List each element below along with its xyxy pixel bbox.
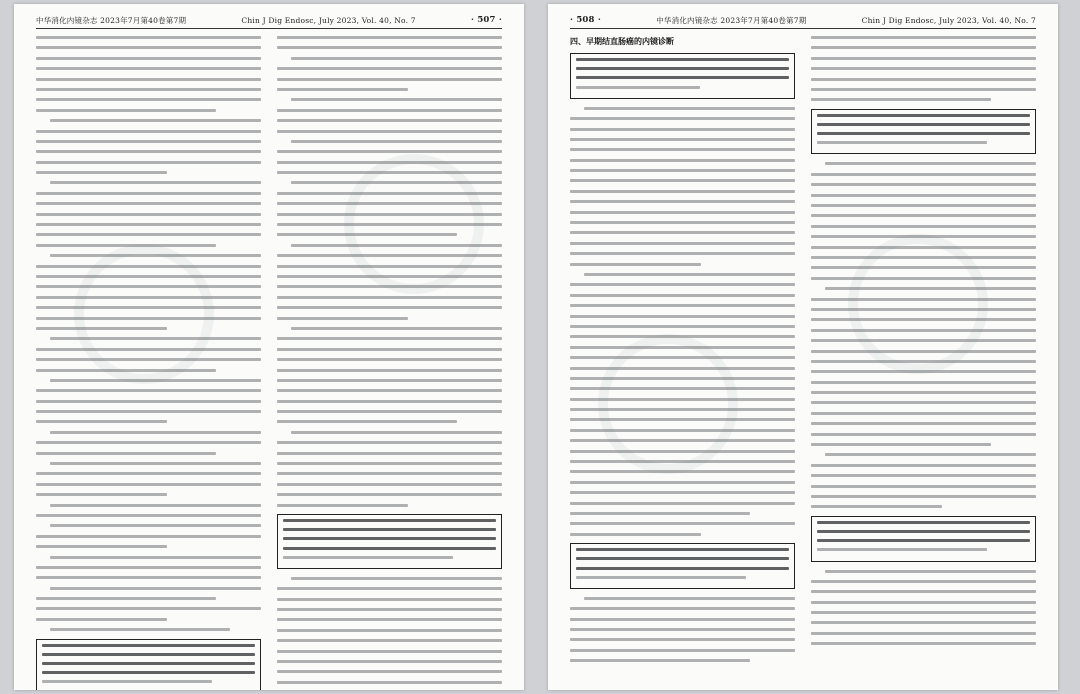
page-number: · 508 · [570, 15, 601, 25]
left-page [14, 4, 524, 690]
journal-title-en: Chin J Dig Endosc, July 2023, Vol. 40, No. 7 [861, 15, 1036, 25]
right-page [548, 4, 1058, 690]
journal-title-cn: 中华消化内镜杂志 2023年7月第40卷第7期 [656, 15, 807, 25]
left-page-column-1 [36, 36, 261, 682]
right-page-column-2 [811, 36, 1036, 682]
left-page-column-2 [277, 36, 502, 682]
recommendation-box [570, 53, 795, 99]
journal-title-en: Chin J Dig Endosc, July 2023, Vol. 40, No. 7 [241, 15, 416, 25]
section-heading: 四、早期结直肠癌的内镜诊断 [570, 37, 674, 46]
journal-title-cn: 中华消化内镜杂志 2023年7月第40卷第7期 [36, 15, 187, 25]
left-page-header [36, 12, 502, 29]
recommendation-box [36, 639, 261, 690]
right-page-column-1 [570, 36, 795, 682]
recommendation-box [570, 543, 795, 589]
recommendation-box [811, 109, 1036, 155]
page-number: · 507 · [471, 15, 502, 25]
right-page-header [570, 12, 1036, 29]
recommendation-box [277, 514, 502, 569]
recommendation-box [811, 516, 1036, 562]
